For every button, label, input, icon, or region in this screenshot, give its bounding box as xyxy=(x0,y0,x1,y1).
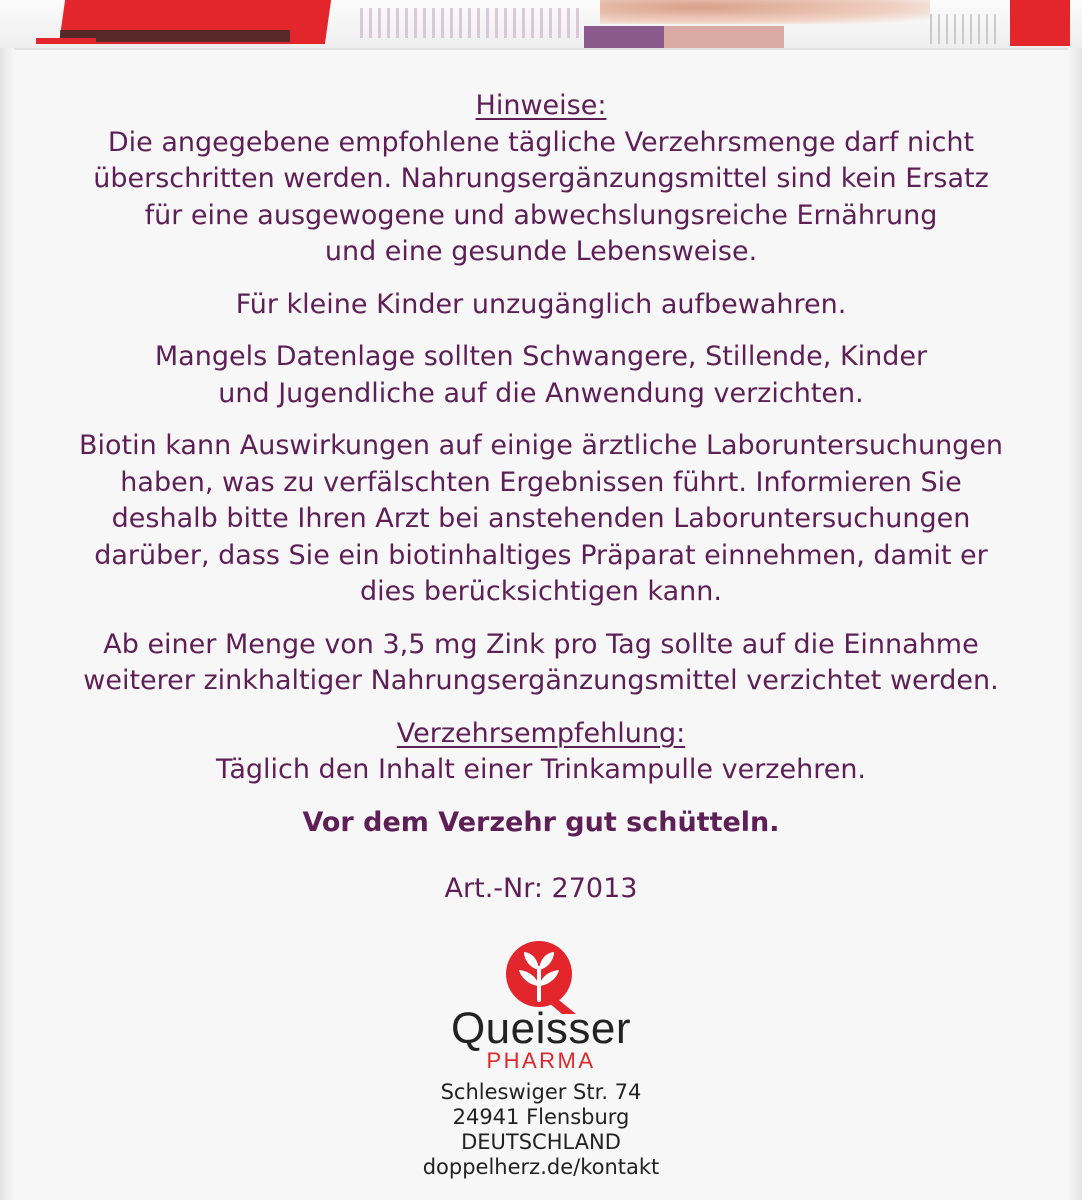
address-city: 24941 Flensburg xyxy=(452,1105,630,1129)
shake-note: Vor dem Verzehr gut schütteln. xyxy=(302,806,780,838)
info-text-block xyxy=(0,88,1082,924)
hinweise-line: überschritten werden. Nahrungsergänzungsmittel sind kein Ersatz xyxy=(93,163,989,194)
recommendation-section xyxy=(0,716,1082,789)
recommendation-text: Täglich den Inhalt einer Trinkampulle verzehren. xyxy=(215,754,867,785)
recommendation-heading: Verzehrsempfehlung: xyxy=(396,717,686,749)
hinweise-line: Die angegebene empfohlene tägliche Verzehrsmenge darf nicht xyxy=(107,126,975,158)
zinc-line: Ab einer Menge von 3,5 mg Zink pro Tag sollte auf die Einnahme xyxy=(103,628,979,660)
company-name: Queisser xyxy=(450,1004,632,1053)
biotin-line: darüber, dass Sie ein biotinhaltiges Präparat einnehmen, damit er xyxy=(94,539,988,571)
contact-link[interactable]: doppelherz.de/kontakt xyxy=(422,1155,660,1179)
lid-red-stripe xyxy=(36,38,96,44)
pregnancy-line: und Jugendliche auf die Anwendung verzichten. xyxy=(218,377,864,409)
pregnancy-note xyxy=(0,339,1082,412)
lid-photo-graphic xyxy=(600,0,930,24)
zinc-note xyxy=(0,627,1082,700)
hinweise-line: für eine ausgewogene und abwechslungsreiche Ernährung xyxy=(144,199,938,231)
storage-note: Für kleine Kinder unzugänglich aufbewahren. xyxy=(235,288,847,320)
zinc-line: weiterer zinkhaltiger Nahrungsergänzungsmittel verzichtet werden. xyxy=(83,665,999,696)
hinweise-section xyxy=(0,88,1082,271)
address-country: DEUTSCHLAND xyxy=(461,1130,621,1154)
address-street: Schleswiger Str. 74 xyxy=(440,1080,642,1104)
package-top-lid xyxy=(0,0,1082,50)
biotin-note xyxy=(0,428,1082,611)
lid-gray-graphic xyxy=(930,14,1000,44)
biotin-line: deshalb bitte Ihren Arzt bei anstehenden Laboruntersuchungen xyxy=(111,503,971,534)
pregnancy-line: Mangels Datenlage sollten Schwangere, Stillende, Kinder xyxy=(154,341,928,372)
company-division: PHARMA xyxy=(486,1048,596,1073)
article-number: Art.-Nr: 27013 xyxy=(444,873,638,904)
hinweise-line: und eine gesunde Lebensweise. xyxy=(324,236,758,267)
biotin-line: dies berücksichtigen kann. xyxy=(360,576,722,607)
lid-purple-panel xyxy=(584,26,664,48)
biotin-line: haben, was zu verfälschten Ergebnissen führt. Informieren Sie xyxy=(120,466,962,498)
hinweise-heading: Hinweise: xyxy=(475,90,607,121)
biotin-line: Biotin kann Auswirkungen auf einige ärztliche Laboruntersuchungen xyxy=(78,430,1004,461)
lid-red-corner xyxy=(1010,0,1070,46)
lid-text-graphic xyxy=(360,8,580,38)
company-address xyxy=(0,1080,1082,1180)
lid-pink-panel xyxy=(664,26,784,48)
